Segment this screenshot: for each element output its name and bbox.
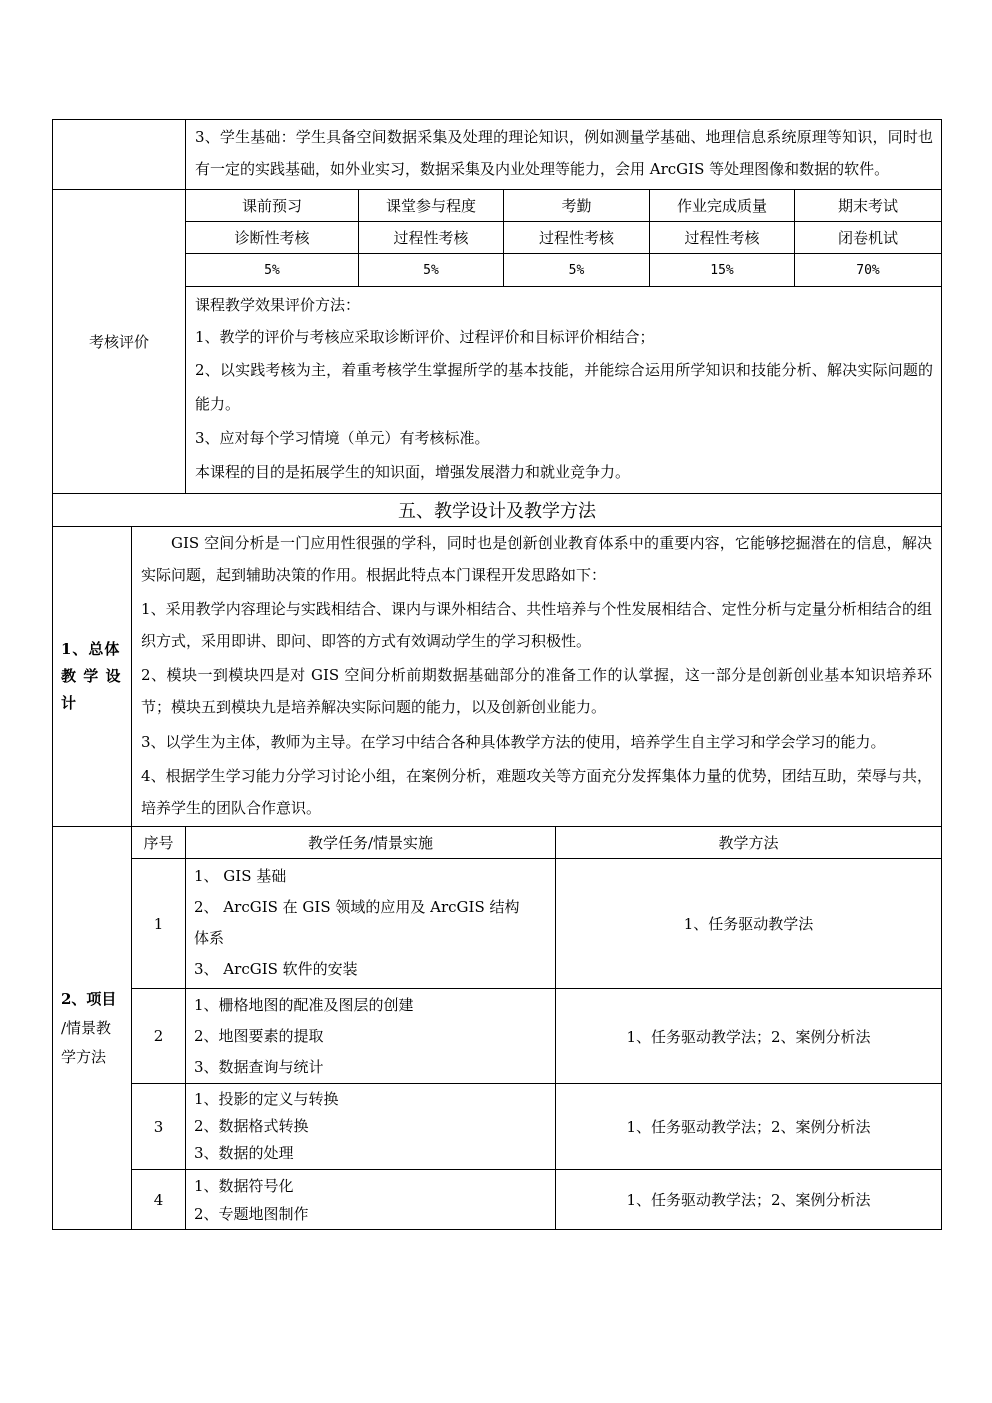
student-basis-row xyxy=(53,120,942,190)
basis-assessment-table xyxy=(52,119,942,494)
course-document xyxy=(52,119,941,1230)
assessment-line: 1、教学的评价与考核应采取诊断评价、过程评价和目标评价相结合； xyxy=(195,327,655,346)
task-item: 3、 ArcGIS 软件的安装 xyxy=(194,960,358,979)
assessment-type: 诊断性考核 xyxy=(186,222,359,254)
overall-paragraph: 3、以学生为主体，教师为主导。在学习中结合各种具体教学方法的使用，培养学生自主学习和学会学习的能力。 xyxy=(141,732,886,751)
overall-design-content xyxy=(132,527,942,827)
method-cell: 1、任务驱动教学法；2、案例分析法 xyxy=(556,989,942,1084)
assessment-weight: 5% xyxy=(186,254,359,287)
assessment-column: 作业完成质量 xyxy=(650,190,795,222)
project-label-line: 2、项目 xyxy=(61,989,117,1008)
assessment-type: 过程性考核 xyxy=(359,222,504,254)
task-item: 1、栅格地图的配准及图层的创建 xyxy=(194,995,414,1014)
table-row xyxy=(53,859,942,989)
method-cell: 1、任务驱动教学法；2、案例分析法 xyxy=(556,1170,942,1230)
header-no: 序号 xyxy=(132,827,186,859)
task-item: 1、投影的定义与转换 xyxy=(194,1090,339,1109)
row-number: 1 xyxy=(132,859,186,989)
task-item: 2、数据格式转换 xyxy=(194,1117,309,1136)
assessment-weight: 5% xyxy=(359,254,504,287)
project-label-line: /情景教 xyxy=(61,1018,112,1037)
design-table xyxy=(52,493,942,827)
assessment-label: 考核评价 xyxy=(53,190,186,494)
assessment-method-row xyxy=(53,287,942,494)
table-row xyxy=(53,989,942,1084)
project-header-row xyxy=(53,827,942,859)
assessment-weight: 5% xyxy=(504,254,650,287)
assessment-line: 3、应对每个学习情境（单元）有考核标准。 xyxy=(195,429,490,447)
task-item: 2、地图要素的提取 xyxy=(194,1026,324,1045)
overall-design-row xyxy=(53,527,942,827)
task-item: 1、数据符号化 xyxy=(194,1176,294,1195)
assessment-types-row xyxy=(53,222,942,254)
task-list xyxy=(186,989,556,1084)
task-item: 2、 ArcGIS 在 GIS 领域的应用及 ArcGIS 结构 xyxy=(194,898,520,917)
assessment-column: 考勤 xyxy=(504,190,650,222)
row-number: 4 xyxy=(132,1170,186,1230)
overall-label-line: 教 学 设 xyxy=(61,667,122,686)
student-basis-cell xyxy=(186,120,942,190)
assessment-weight: 70% xyxy=(795,254,942,287)
overall-paragraph: 1、采用教学内容理论与实践相结合、课内与课外相结合、共性培养与个性发展相结合、定性分析与定量分析相结合的组织方式，采用即讲、即问、即答的方式有效调动学生的学习积极性。 xyxy=(141,600,932,650)
task-item: 3、数据的处理 xyxy=(194,1144,294,1163)
row-number: 2 xyxy=(132,989,186,1084)
overall-label-line: 1、总体 xyxy=(61,640,121,659)
assessment-type: 过程性考核 xyxy=(650,222,795,254)
assessment-type: 过程性考核 xyxy=(504,222,650,254)
overall-design-label xyxy=(53,527,132,827)
method-cell: 1、任务驱动教学法；2、案例分析法 xyxy=(556,1084,942,1170)
project-label xyxy=(53,827,132,1230)
header-method: 教学方法 xyxy=(556,827,942,859)
section-heading-row xyxy=(53,494,942,527)
assessment-columns-row xyxy=(53,190,942,222)
student-basis-text: 3、学生基础：学生具备空间数据采集及处理的理论知识，例如测量学基础、地理信息系统原理等知识，同时也有一定的实践基础，如外业实习，数据采集及内业处理等能力，会用 ArcGIS 等处理图像和数据的软件。 xyxy=(195,128,934,178)
assessment-column: 课前预习 xyxy=(186,190,359,222)
assessment-line: 2、以实践考核为主，着重考核学生掌握所学的基本技能，并能综合运用所学知识和技能分析、解决实际问题的能力。 xyxy=(195,361,934,413)
task-item: 体系 xyxy=(194,929,225,948)
project-label-line: 学方法 xyxy=(61,1047,107,1066)
task-item: 1、 GIS 基础 xyxy=(194,867,287,886)
project-method-table xyxy=(52,826,942,1230)
assessment-weights-row xyxy=(53,254,942,287)
assessment-column: 课堂参与程度 xyxy=(359,190,504,222)
task-item: 3、数据查询与统计 xyxy=(194,1057,324,1076)
task-list xyxy=(186,1084,556,1170)
overall-paragraph: 4、根据学生学习能力分学习讨论小组，在案例分析，难题攻关等方面充分发挥集体力量的优势，团结互助，荣辱与共，培养学生的团队合作意识。 xyxy=(141,767,932,817)
header-task: 教学任务/情景实施 xyxy=(186,827,556,859)
task-list xyxy=(186,859,556,989)
overall-paragraph: GIS 空间分析是一门应用性很强的学科，同时也是创新创业教育体系中的重要内容，它能够挖掘潜在的信息，解决实际问题，起到辅助决策的作用。根据此特点本门课程开发思路如下： xyxy=(141,534,932,584)
overall-paragraph: 2、模块一到模块四是对 GIS 空间分析前期数据基础部分的准备工作的认掌握，这一部分是创新创业基本知识培养环节；模块五到模块九是培养解决实际问题的能力，以及创新创业能力。 xyxy=(141,666,932,716)
assessment-line: 本课程的目的是拓展学生的知识面，增强发展潜力和就业竞争力。 xyxy=(195,463,631,481)
task-item: 2、专题地图制作 xyxy=(194,1204,309,1223)
empty-label-cell xyxy=(53,120,186,190)
section-title: 五、教学设计及教学方法 xyxy=(53,494,942,527)
overall-label-line: 计 xyxy=(61,694,78,713)
row-number: 3 xyxy=(132,1084,186,1170)
method-cell: 1、任务驱动教学法 xyxy=(556,859,942,989)
table-row xyxy=(53,1084,942,1170)
task-list xyxy=(186,1170,556,1230)
assessment-method-cell xyxy=(186,287,942,494)
assessment-column: 期末考试 xyxy=(795,190,942,222)
table-row xyxy=(53,1170,942,1230)
assessment-type: 闭卷机试 xyxy=(795,222,942,254)
assessment-line: 课程教学效果评价方法： xyxy=(195,296,361,314)
assessment-weight: 15% xyxy=(650,254,795,287)
